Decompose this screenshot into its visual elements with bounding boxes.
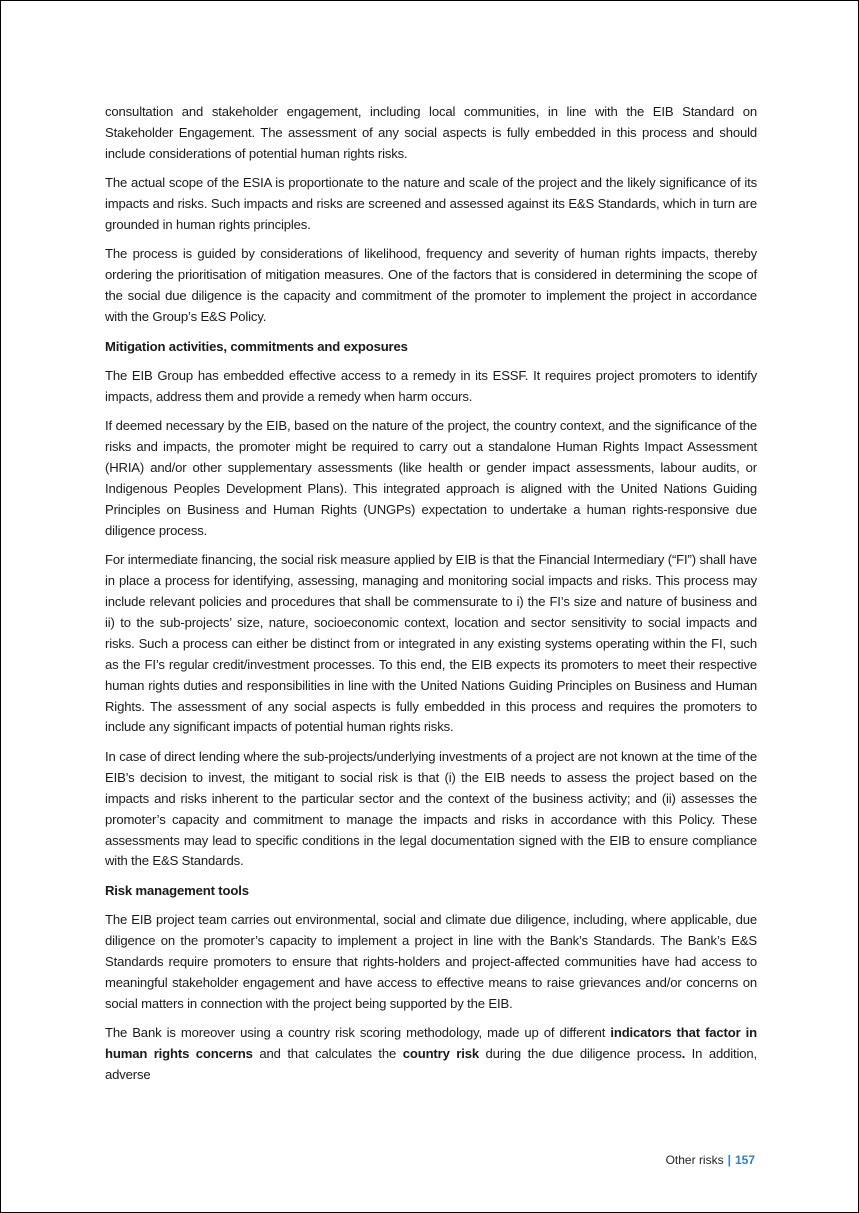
paragraph-country-risk	[105, 1023, 757, 1086]
paragraph-remedy: The EIB Group has embedded effective access to a remedy in its ESSF. It requires project promoters to identify impacts, address them and provide a remedy when harm occurs.	[105, 367, 757, 404]
footer-separator: |	[727, 1153, 731, 1167]
paragraph-intermediate-financing: For intermediate financing, the social risk measure applied by EIB is that the Financial Intermediary (“FI”) shall have in place a process for identifying, assessing, managing and monitoring social impacts and risks. This process may include relevant policies and procedures that shall be commensurate to i) the FI’s size and nature of business and ii) to the sub-projects’ size, nature, socioeconomic context, location and sector sensitivity to social impacts and risks. Such a process can either be distinct from or integrated in any existing systems operating within the FI, such as the FI’s regular credit/investment processes. To this end, the EIB expects its promoters to meet their respective human rights duties and responsibilities in line with the United Nations Guiding Principles on Business and Human Rights. The assessment of any social aspects is fully embedded in this process and requires the promoters to include any significant impacts of potential human rights risks.	[105, 552, 757, 735]
country-risk-bold-3: .	[681, 1046, 686, 1062]
country-risk-text-2: and that calculates the	[252, 1046, 403, 1062]
heading-risk-tools: Risk management tools	[105, 882, 249, 898]
page-body	[105, 102, 757, 1094]
country-risk-bold-2: country risk	[402, 1046, 479, 1062]
paragraph-direct-lending: In case of direct lending where the sub-projects/underlying investments of a project are not known at the time of the EIB’s decision to invest, the mitigant to social risk is that (i) the EIB needs to assess the project based on the impacts and risks inherent to the particular sector and the context of the business activity; and (ii) assesses the promoter’s capacity and commitment to manage the impacts and risks in accordance with this Policy. These assessments may lead to specific conditions in the legal documentation signed with the EIB to ensure compliance with the E&S Standards.	[105, 748, 757, 869]
country-risk-text-4: In addition, adverse	[105, 1046, 757, 1083]
paragraph-stakeholder-engagement: consultation and stakeholder engagement, including local communities, in line with the EIB Standard on Stakeholder Engagement. The assessment of any social aspects is fully embedded in this process and should include considerations of potential human rights risks.	[105, 104, 757, 161]
paragraph-prioritisation: The process is guided by considerations of likelihood, frequency and severity of human rights impacts, thereby ordering the prioritisation of mitigation measures. One of the factors that is considered in determining the scope of the social due diligence is the capacity and commitment of the promoter to implement the project in accordance with the Group’s E&S Policy.	[105, 246, 757, 325]
page-footer	[666, 1152, 755, 1168]
paragraph-hria: If deemed necessary by the EIB, based on the nature of the project, the country context, and the significance of the risks and impacts, the promoter might be required to carry out a standalone Human Rights Impact Assessment (HRIA) and/or other supplementary assessments (like health or gender impact assessments, labour audits, or Indigenous Peoples Development Plans). This integrated approach is aligned with the United Nations Guiding Principles on Business and Human Rights (UNGPs) expectation to undertake a human rights-responsive due diligence process.	[105, 418, 757, 538]
country-risk-text-3: during the due diligence process	[478, 1046, 682, 1062]
country-risk-text-1: The Bank is moreover using a country risk scoring methodology, made up of different	[105, 1025, 611, 1041]
country-risk-bold-1: indicators that factor in human rights concerns	[105, 1025, 757, 1062]
page-number: 157	[734, 1153, 755, 1167]
paragraph-due-diligence: The EIB project team carries out environmental, social and climate due diligence, including, where applicable, due diligence on the promoter’s capacity to implement a project in line with the Bank’s Standards. The Bank’s E&S Standards require promoters to ensure that rights-holders and project-affected communities have had access to meaningful stakeholder engagement and have access to effective means to raise grievances and/or concerns on social matters in connection with the project being supported by the EIB.	[105, 912, 757, 1011]
paragraph-esia-scope: The actual scope of the ESIA is proportionate to the nature and scale of the project and the likely significance of its impacts and risks. Such impacts and risks are screened and assessed against its E&S Standards, which in turn are grounded in human rights principles.	[105, 175, 757, 233]
footer-section-title: Other risks	[665, 1153, 724, 1167]
heading-mitigation: Mitigation activities, commitments and exposures	[105, 338, 408, 354]
